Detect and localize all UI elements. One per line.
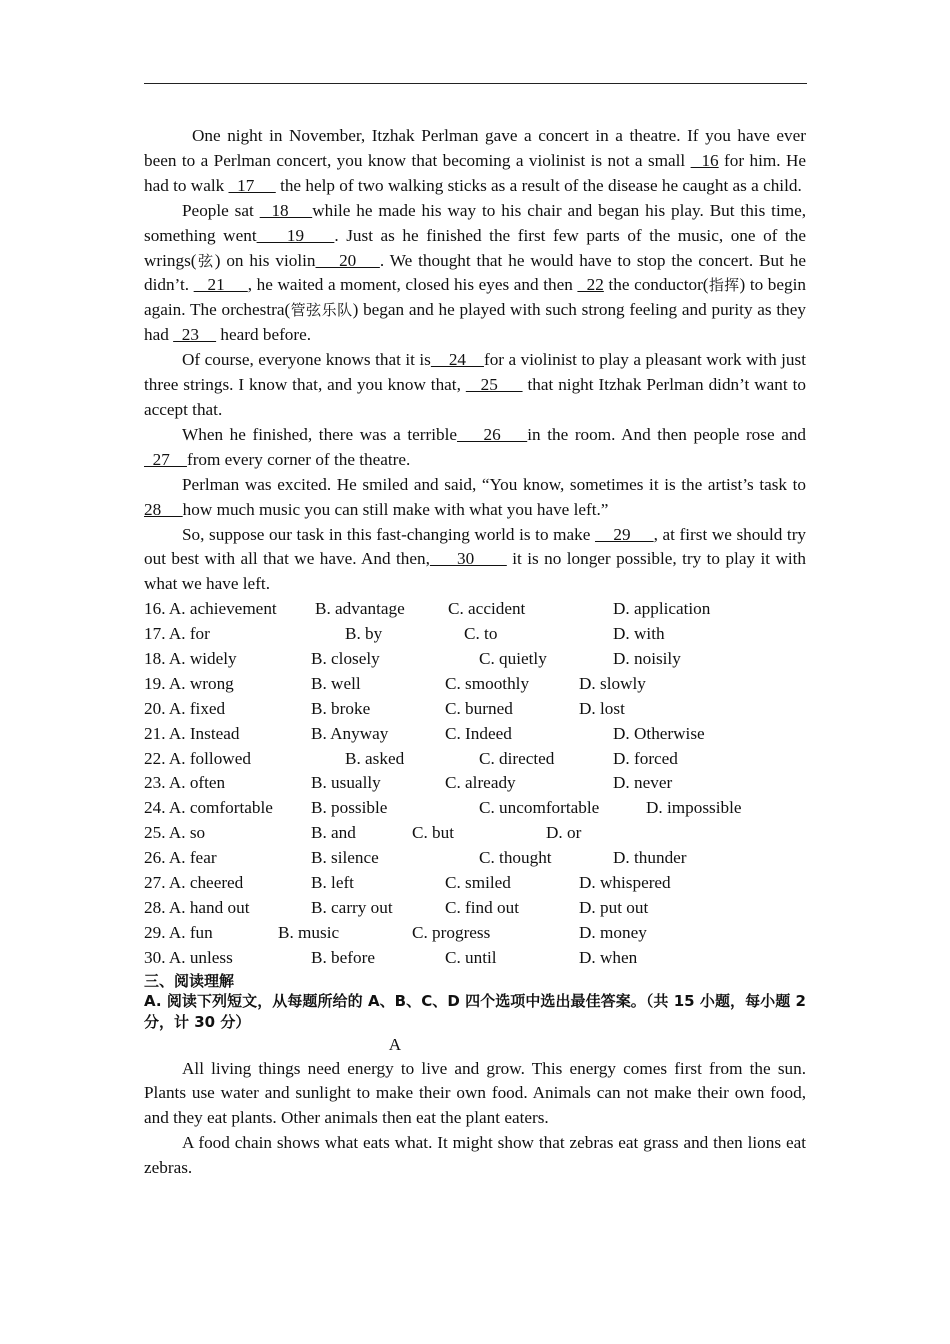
cloze-blank: 19 [256, 225, 335, 245]
reading-instruction: A. 阅读下列短文，从每题所给的 A、B、C、D 四个选项中选出最佳答案。（共 15 小题，每小题 2 分，计 30 分） [144, 991, 806, 1031]
option-d: D. forced [613, 748, 678, 768]
question-option-a: 17. A. for [144, 624, 210, 644]
paragraph-text: that night Itzhak Perlman didn’t want to accept that. [144, 375, 806, 419]
question-option-a: 24. A. comfortable [144, 798, 273, 818]
paragraph-text: the conductor( [603, 275, 709, 295]
paragraph-text: When he finished, there was a terrible [182, 424, 458, 444]
question-option-a: 27. A. cheered [144, 873, 244, 893]
option-row [144, 597, 806, 622]
option-b: B. before [311, 947, 375, 967]
option-d: D. or [546, 823, 582, 843]
cloze-blank: 23 [173, 325, 217, 345]
cloze-blank: 28 [144, 499, 183, 519]
question-option-a: 21. A. Instead [144, 723, 240, 743]
question-option-a: 19. A. wrong [144, 673, 234, 693]
chinese-gloss: 指挥 [708, 276, 740, 295]
paragraph-text: how much music you can still make with what you have left.” [182, 499, 609, 519]
option-b: B. by [345, 624, 383, 644]
option-c: C. already [445, 773, 516, 793]
option-row [144, 921, 806, 946]
option-row [144, 747, 806, 772]
option-c: C. smoothly [445, 673, 530, 693]
option-b: B. asked [345, 748, 405, 768]
option-b: B. left [311, 873, 354, 893]
paragraph-text: from every corner of the theatre. [186, 449, 411, 469]
option-c: C. accident [448, 599, 526, 619]
option-c: C. find out [445, 897, 520, 917]
question-option-a: 25. A. so [144, 823, 206, 843]
option-d: D. with [613, 624, 665, 644]
cloze-blank: 20 [315, 250, 380, 270]
cloze-blank: 18 [259, 200, 313, 220]
paragraph-text: , at first we should try out best with all that we have. And then, [144, 524, 807, 569]
option-b: B. music [278, 922, 340, 942]
option-c: C. Indeed [445, 723, 512, 743]
option-row [144, 697, 806, 722]
option-row [144, 846, 806, 871]
paragraph-text: Of course, everyone knows that it is [182, 350, 431, 370]
cloze-blank: 25 [465, 375, 523, 395]
paragraph-text: Perlman was excited. He smiled and said, “You know, sometimes it is the artist’s task to [182, 474, 806, 494]
option-d: D. slowly [579, 673, 646, 693]
cloze-blank: 21 [193, 275, 248, 295]
cloze-paragraph-2 [144, 199, 806, 348]
option-b: B. broke [311, 698, 371, 718]
option-c: C. directed [479, 748, 555, 768]
option-c: C. smiled [445, 873, 511, 893]
cloze-paragraph-1 [144, 124, 806, 199]
question-option-a: 16. A. achievement [144, 599, 277, 619]
option-d: D. noisily [613, 649, 681, 668]
option-d: D. whispered [579, 873, 671, 893]
document-body [144, 124, 806, 1181]
paragraph-text: So, suppose our task in this fast-changing world is to make [182, 524, 595, 544]
option-c: C. to [464, 624, 498, 644]
option-d: D. application [613, 599, 711, 619]
paragraph-text: , he waited a moment, closed his eyes and then [247, 275, 578, 295]
option-d: D. lost [579, 698, 625, 718]
option-d: D. impossible [646, 798, 742, 818]
section-heading: 三、阅读理解 [144, 971, 235, 990]
option-c: C. progress [412, 922, 491, 942]
question-option-a: 28. A. hand out [144, 897, 250, 917]
question-option-a: 26. A. fear [144, 848, 217, 868]
option-d: D. put out [579, 897, 649, 917]
paragraph-text: ) began and he played with such strong feeling and purity as they had [144, 300, 806, 345]
option-b: B. silence [311, 848, 379, 868]
cloze-paragraph-5 [144, 473, 806, 523]
paragraph-text: the help of two walking sticks as a result of the disease he caught as a child. [275, 175, 802, 195]
paragraph-text: in the room. And then people rose and [527, 424, 807, 444]
option-row [144, 821, 806, 846]
option-c: C. thought [479, 848, 552, 868]
cloze-paragraph-6 [144, 523, 806, 598]
option-b: B. and [311, 823, 356, 843]
cloze-blank: 16 [690, 150, 719, 170]
question-option-a: 23. A. often [144, 773, 226, 793]
option-b: B. Anyway [311, 723, 389, 743]
header-rule [144, 83, 807, 84]
question-option-a: 29. A. fun [144, 922, 213, 942]
paragraph-text: while he made his way to his chair and began his play. But this time, something went [144, 200, 807, 245]
option-c: C. but [412, 823, 455, 843]
option-row [144, 771, 806, 796]
cloze-blank: 30 [429, 549, 507, 569]
paragraph-text: for him. He had to walk [144, 150, 807, 195]
option-b: B. carry out [311, 897, 393, 917]
paragraph-text: heard before. [216, 325, 312, 345]
option-b: B. well [311, 673, 361, 693]
option-c: C. until [445, 947, 497, 967]
option-c: C. burned [445, 698, 513, 718]
option-row [144, 622, 806, 647]
cloze-blank: 24 [430, 350, 484, 370]
chinese-gloss: 管弦乐队 [290, 301, 353, 320]
paragraph-text: . Just as he finished the first few parts of the music, one of the wrings( [144, 225, 806, 270]
question-option-a: 22. A. followed [144, 748, 251, 768]
reading-paragraph-1: All living things need energy to live and grow. This energy comes first from the sun. Plants use water and sunlight to make their own food. Animals can not make their own food, and they eat plants. Other animals then eat the plant eaters. [144, 1058, 806, 1128]
question-option-a: 20. A. fixed [144, 698, 226, 718]
passage-label: A [388, 1034, 402, 1054]
paragraph-text: it is no longer possible, try to play it with what we have left. [144, 549, 807, 594]
cloze-blank: 26 [457, 424, 528, 444]
option-c: C. uncomfortable [479, 798, 600, 818]
paragraph-text: ) to begin again. The orchestra( [144, 275, 806, 320]
cloze-blank: 17 [228, 175, 276, 195]
option-row [144, 871, 806, 896]
question-option-a: 18. A. widely [144, 649, 237, 668]
paragraph-text: . We thought that he would have to stop the concert. But he didn’t. [144, 250, 806, 295]
cloze-paragraph-4 [144, 423, 806, 473]
cloze-options-list [144, 597, 806, 970]
option-d: D. thunder [613, 848, 687, 868]
chinese-gloss: 弦 [196, 251, 215, 270]
option-b: B. closely [311, 649, 380, 668]
cloze-blank: 27 [144, 449, 187, 469]
option-b: B. advantage [315, 599, 405, 619]
option-row [144, 647, 806, 672]
option-row [144, 722, 806, 747]
cloze-blank: 29 [594, 524, 654, 544]
paragraph-text: for a violinist to play a pleasant work with just three strings. I know that, and you know that, [144, 350, 806, 395]
paragraph-text: People sat [182, 200, 260, 220]
option-d: D. Otherwise [613, 723, 705, 743]
cloze-paragraph-3 [144, 348, 806, 423]
option-d: D. money [579, 922, 647, 942]
option-row [144, 672, 806, 697]
question-option-a: 30. A. unless [144, 947, 233, 967]
cloze-blank: 22 [577, 275, 604, 295]
reading-paragraph-2: A food chain shows what eats what. It might show that zebras eat grass and then lions eat zebras. [144, 1133, 806, 1178]
option-d: D. when [579, 947, 638, 967]
option-row [144, 896, 806, 921]
paragraph-text: ) on his violin [214, 250, 316, 270]
paragraph-text: One night in November, Itzhak Perlman gave a concert in a theatre. If you have ever been to a Perlman concert, you know that becoming a violinist is not a small [144, 126, 806, 170]
option-row [144, 796, 806, 821]
option-c: C. quietly [479, 649, 547, 668]
option-d: D. never [613, 773, 673, 793]
option-row [144, 946, 806, 971]
option-b: B. usually [311, 773, 381, 793]
option-b: B. possible [311, 798, 388, 818]
